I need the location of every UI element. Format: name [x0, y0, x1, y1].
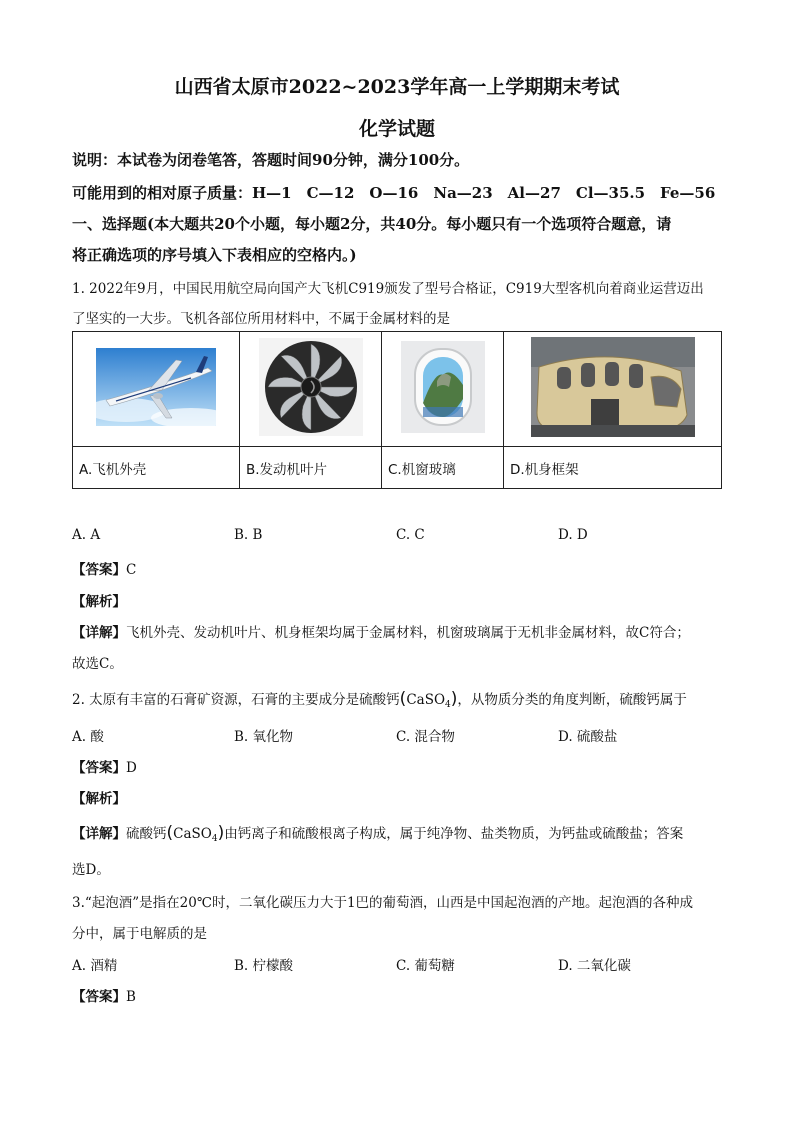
- section-heading-line2: 将正确选项的序号填入下表相应的空格内。): [72, 246, 357, 264]
- figure-label-a: A.飞机外壳: [73, 447, 240, 489]
- q1-detail-line2: 故选C。: [72, 656, 123, 672]
- q2-formula-sub: 4: [445, 700, 451, 710]
- q2-detail-pre: 硫酸钙: [126, 826, 167, 842]
- figure-cell-engine: [240, 332, 382, 447]
- fuselage-frame-image: [531, 337, 695, 437]
- q2-detail-line2: 选D。: [72, 862, 110, 878]
- q2-analysis-tag: 【解析】: [72, 791, 126, 807]
- figure-label-b: B.发动机叶片: [240, 447, 382, 489]
- q1-detail-text: 飞机外壳、发动机叶片、机身框架均属于金属材料，机窗玻璃属于无机非金属材料，故C符合；: [126, 625, 690, 641]
- airplane-image: [96, 348, 216, 426]
- q3-option-b: B. 柠檬酸: [234, 958, 294, 974]
- figure-label-c: C.机窗玻璃: [382, 447, 504, 489]
- q1-answer: C: [126, 562, 137, 578]
- q3-answer: B: [126, 989, 136, 1005]
- q3-stem-line2: 分中，属于电解质的是: [72, 926, 207, 942]
- figure-cell-frame: [504, 332, 722, 447]
- q3-option-c: C. 葡萄糖: [396, 958, 455, 974]
- q1-stem-line2: 了坚实的一大步。飞机各部位所用材料中，不属于金属材料的是: [72, 311, 450, 327]
- q1-figure-table: [72, 331, 722, 489]
- figure-cell-window: [382, 332, 504, 447]
- exam-subtitle: 化学试题: [358, 118, 435, 140]
- engine-fan-image: [259, 338, 363, 436]
- q2-detail-formula-sub: 4: [211, 834, 218, 844]
- detail-tag: 【详解】: [72, 625, 126, 641]
- q2-detail-post: 由钙离子和硫酸根离子构成，属于纯净物、盐类物质，为钙盐或硫酸盐；答案: [224, 826, 684, 842]
- figure-cell-airplane: [73, 332, 240, 447]
- section-heading-line1: 一、选择题(本大题共20个小题，每小题2分，共40分。每小题只有一个选项符合题意，请: [72, 215, 672, 233]
- q2-option-a: A. 酸: [72, 729, 104, 745]
- q3-option-d: D. 二氧化碳: [558, 958, 631, 974]
- figure-label-d: D.机身框架: [504, 447, 722, 489]
- q2-answer-line: [72, 756, 137, 776]
- q2-stem-pre: 2. 太原有丰富的石膏矿资源，石膏的主要成分是硫酸钙: [72, 692, 400, 708]
- atomic-masses: 可能用到的相对原子质量：H—1 C—12 O—16 Na—23 Al—27 Cl—35.5 Fe—56: [72, 184, 716, 202]
- answer-tag: 【答案】: [72, 760, 126, 776]
- q2-formula: CaSO: [406, 692, 446, 708]
- aircraft-window-image: [401, 341, 485, 433]
- q2-stem-post: ，从物质分类的角度判断，硫酸钙属于: [457, 692, 687, 708]
- q2-option-b: B. 氧化物: [234, 729, 294, 745]
- q3-answer-line: [72, 985, 136, 1005]
- q1-option-b: B. B: [234, 527, 263, 543]
- q2-option-c: C. 混合物: [396, 729, 455, 745]
- q1-answer-line: [72, 558, 136, 578]
- exam-title: 山西省太原市2022~2023学年高一上学期期末考试: [174, 76, 620, 98]
- q2-detail-line1: 【详解】硫酸钙(CaSO$_4$)由钙离子和硫酸根离子构成，属于纯净物、盐类物质，为钙盐或硫酸盐；答案: [72, 823, 684, 844]
- q1-analysis-tag: 【解析】: [72, 594, 126, 610]
- q1-option-d: D. D: [558, 527, 588, 543]
- detail-tag: 【详解】: [72, 826, 126, 842]
- answer-tag: 【答案】: [72, 989, 126, 1005]
- q1-stem-line1: 1. 2022年9月，中国民用航空局向国产大飞机C919颁发了型号合格证，C919大型客机向着商业运营迈出: [72, 281, 704, 297]
- q3-stem-line1: 3.“起泡酒”是指在20℃时，二氧化碳压力大于1巴的葡萄酒，山西是中国起泡酒的产地。起泡酒的各种成: [72, 895, 694, 911]
- q1-option-c: C. C: [396, 527, 425, 543]
- q2-answer: D: [126, 760, 137, 776]
- answer-tag: 【答案】: [72, 562, 126, 578]
- q3-option-a: A. 酒精: [72, 958, 118, 974]
- q1-option-a: A. A: [72, 527, 101, 543]
- q2-stem: 2. 太原有丰富的石膏矿资源，石膏的主要成分是硫酸钙(CaSO$_4$)，从物质分类的角度判断，硫酸钙属于: [72, 689, 687, 710]
- q2-detail-formula: CaSO: [173, 826, 212, 842]
- q2-option-d: D. 硫酸盐: [558, 729, 618, 745]
- q1-detail-line1: [72, 621, 690, 641]
- exam-note: 说明：本试卷为闭卷笔答，答题时间90分钟，满分100分。: [72, 151, 470, 169]
